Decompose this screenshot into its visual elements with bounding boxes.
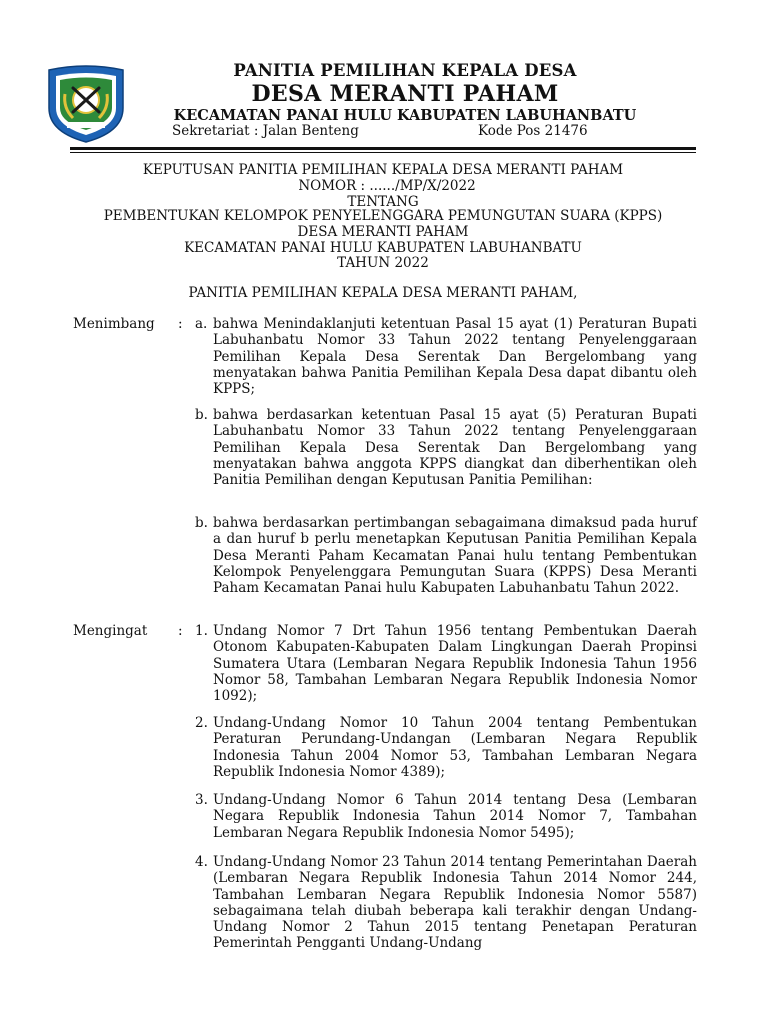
decree-year: TAHUN 2022 bbox=[337, 255, 429, 271]
list-marker: 4. bbox=[195, 854, 208, 870]
decree-issuer: PANITIA PEMILIHAN KEPALA DESA MERANTI PAHAM, bbox=[188, 285, 578, 301]
section-colon: : bbox=[178, 623, 183, 639]
list-item-text: bahwa berdasarkan pertimbangan sebagaimana dimaksud pada huruf a dan huruf b perlu menetapkan Keputusan Panitia Pemilihan Kepala Desa Meranti Paham Kecamatan Panai hulu tentang Pembentukan Kelompok Penyelenggara Pemungutan Suara (KPPS) Desa Meranti Paham Kecamatan Panai hulu Kabupaten Labuhanbatu Tahun 2022. bbox=[213, 515, 697, 597]
section-label-menimbang: Menimbang bbox=[73, 316, 155, 332]
list-item-text: Undang-Undang Nomor 23 Tahun 2014 tentang Pemerintahan Daerah (Lembaran Negara Republik Indonesia Tahun 2014 Nomor 244, Tambahan Lembaran Negara Republik Indonesia Nomor 5587) sebagaimana telah diubah beberapa kali terakhir dengan Undang-Undang Nomor 2 Tahun 2015 tentang Penetapan Peraturan Pemerintah Pengganti Undang-Undang bbox=[213, 854, 697, 952]
letterhead-village: DESA MERANTI PAHAM bbox=[251, 81, 559, 107]
decree-subject-line1: PEMBENTUKAN KELOMPOK PENYELENGGARA PEMUNGUTAN SUARA (KPPS) bbox=[103, 208, 663, 224]
decree-about: TENTANG bbox=[347, 194, 419, 210]
decree-subject-line3: KECAMATAN PANAI HULU KABUPATEN LABUHANBATU bbox=[184, 240, 582, 256]
list-marker: 2. bbox=[195, 715, 208, 731]
list-item-text: Undang-Undang Nomor 6 Tahun 2014 tentang Desa (Lembaran Negara Republik Indonesia Tahun 2014 Nomor 7, Tambahan Lembaran Negara Republik Indonesia Nomor 5495); bbox=[213, 792, 697, 841]
letterhead-district: KECAMATAN PANAI HULU KABUPATEN LABUHANBATU bbox=[173, 107, 637, 124]
letterhead-postal-code: Kode Pos 21476 bbox=[478, 123, 588, 139]
list-item-text: Undang Nomor 7 Drt Tahun 1956 tentang Pembentukan Daerah Otonom Kabupaten-Kabupaten Dalam Lingkungan Daerah Propinsi Sumatera Utara (Lembaran Negara Republik Indonesia Tahun 1956 Nomor 58, Tambahan Lembaran Negara Republik Indonesia Nomor 1092); bbox=[213, 623, 697, 705]
list-marker: b. bbox=[195, 407, 208, 423]
list-marker: 1. bbox=[195, 623, 208, 639]
letterhead-committee: PANITIA PEMILIHAN KEPALA DESA bbox=[233, 61, 577, 80]
list-marker: 3. bbox=[195, 792, 208, 808]
list-marker: b. bbox=[195, 515, 208, 531]
decree-number: NOMOR : ....../MP/X/2022 bbox=[298, 178, 476, 194]
letterhead-divider-thick bbox=[70, 147, 696, 150]
letterhead-divider-thin bbox=[70, 152, 696, 153]
regional-emblem-icon bbox=[43, 64, 129, 144]
section-label-mengingat: Mengingat bbox=[73, 623, 148, 639]
list-item-text: bahwa berdasarkan ketentuan Pasal 15 ayat (5) Peraturan Bupati Labuhanbatu Nomor 33 Tahun 2022 tentang Penyelenggaraan Pemilihan Kepala Desa Serentak Dan Bergelombang yang menyatakan bahwa anggota KPPS diangkat dan diberhentikan oleh Panitia Pemilihan dengan Keputusan Panitia Pemilihan: bbox=[213, 407, 697, 489]
letterhead-address: Sekretariat : Jalan Benteng bbox=[172, 123, 359, 139]
list-marker: a. bbox=[195, 316, 208, 332]
decree-title: KEPUTUSAN PANITIA PEMILIHAN KEPALA DESA MERANTI PAHAM bbox=[142, 162, 624, 178]
list-item-text: bahwa Menindaklanjuti ketentuan Pasal 15 ayat (1) Peraturan Bupati Labuhanbatu Nomor 33 Tahun 2022 tentang Penyelenggaraan Pemilihan Kepala Desa Serentak Dan Bergelombang yang menyatakan bahwa Panitia Pemilihan Kepala Desa dapat dibantu oleh KPPS; bbox=[213, 316, 697, 398]
section-colon: : bbox=[178, 316, 183, 332]
list-item-text: Undang-Undang Nomor 10 Tahun 2004 tentang Pembentukan Peraturan Perundang-Undangan (Lembaran Negara Republik Indonesia Tahun 2004 Nomor 53, Tambahan Lembaran Negara Republik Indonesia Nomor 4389); bbox=[213, 715, 697, 780]
decree-subject-line2: DESA MERANTI PAHAM bbox=[297, 224, 469, 240]
